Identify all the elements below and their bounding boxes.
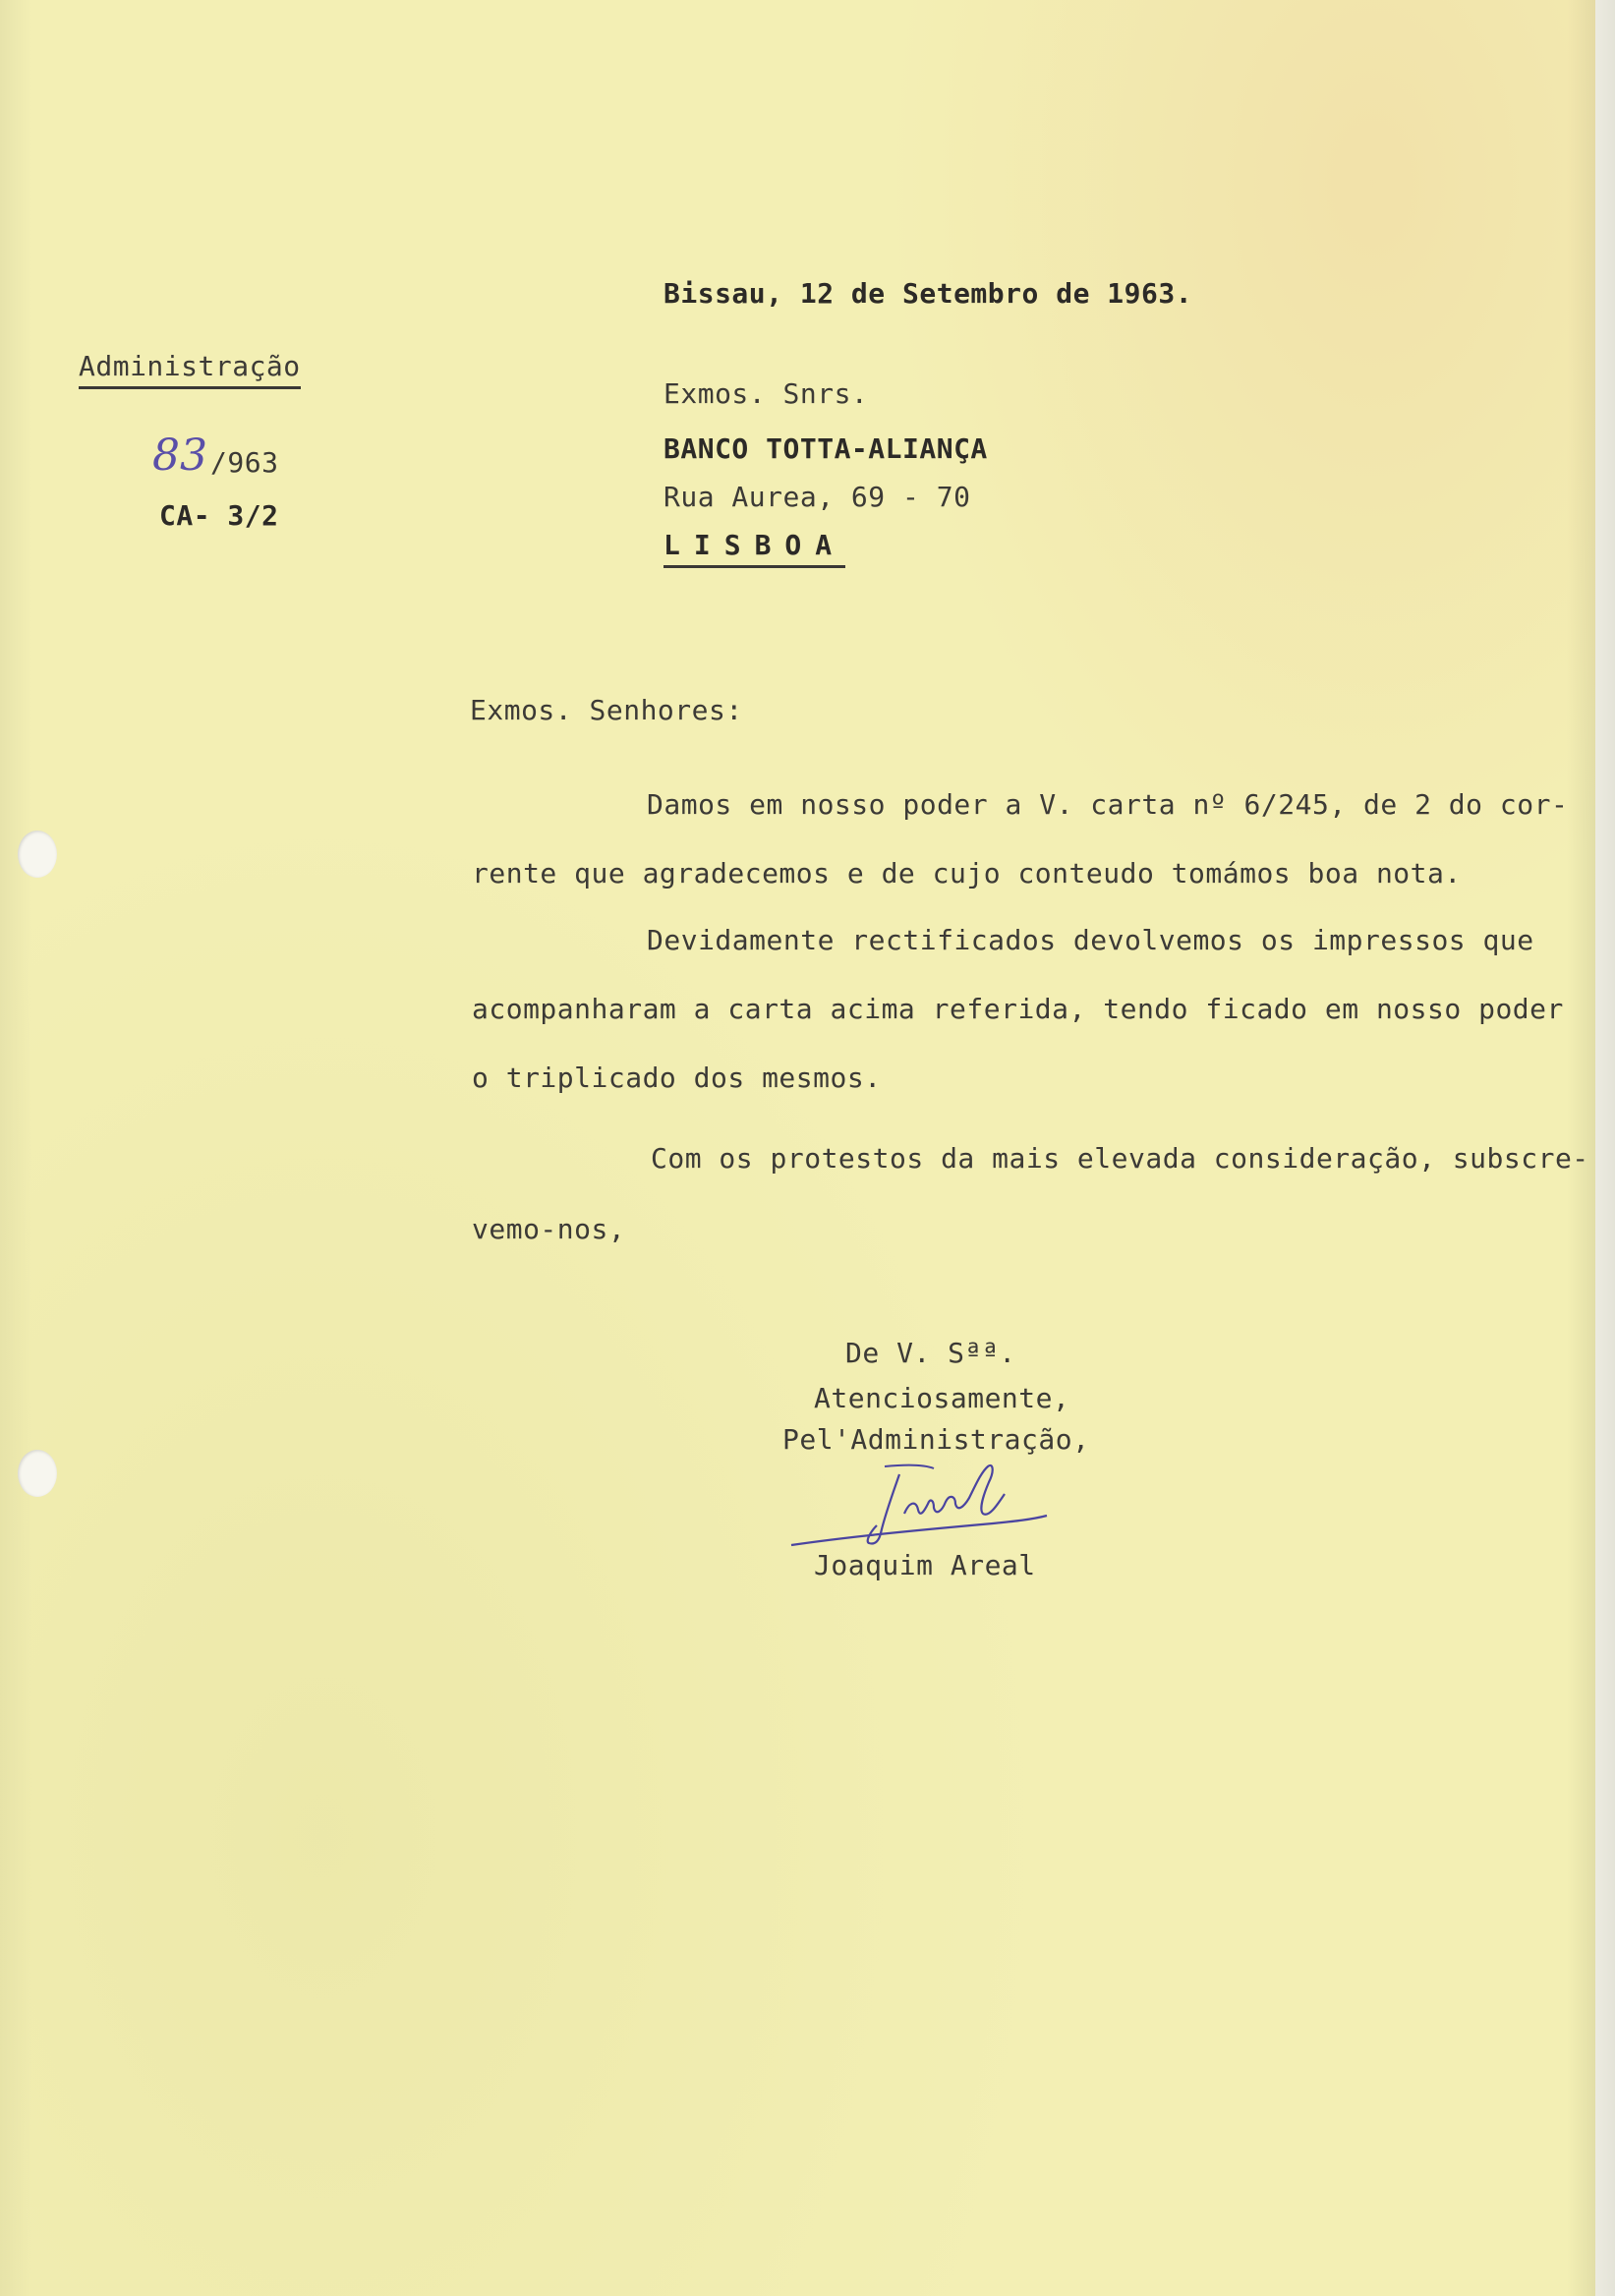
recipient-city: LISBOA bbox=[663, 529, 845, 568]
reference-year: /963 bbox=[210, 446, 279, 479]
recipient-name: BANCO TOTTA-ALIANÇA bbox=[663, 432, 988, 465]
closing-line: De V. Sªª. bbox=[845, 1337, 1016, 1369]
department-label: Administração bbox=[79, 350, 301, 389]
closing-line: Atenciosamente, bbox=[814, 1382, 1070, 1414]
punch-hole-top bbox=[18, 831, 57, 878]
body-line: vemo-nos, bbox=[472, 1213, 626, 1245]
body-line: Com os protestos da mais elevada consideração, subscre- bbox=[651, 1142, 1589, 1175]
recipient-salutation: Exmos. Snrs. bbox=[663, 377, 869, 410]
date-line: Bissau, 12 de Setembro de 1963. bbox=[663, 277, 1193, 310]
signer-name: Joaquim Areal bbox=[814, 1549, 1036, 1581]
handwritten-signature bbox=[786, 1455, 1071, 1563]
closing-line: Pel'Administração, bbox=[782, 1423, 1090, 1456]
body-line: Damos em nosso poder a V. carta nº 6/245, de 2 do cor- bbox=[647, 788, 1569, 821]
punch-hole-bottom bbox=[18, 1450, 57, 1497]
recipient-address: Rua Aurea, 69 - 70 bbox=[663, 481, 971, 513]
body-line: acompanharam a carta acima referida, tendo ficado em nosso poder bbox=[472, 993, 1564, 1025]
reference-code: CA- 3/2 bbox=[159, 499, 279, 532]
greeting: Exmos. Senhores: bbox=[470, 694, 743, 726]
body-line: Devidamente rectificados devolvemos os impressos que bbox=[647, 924, 1534, 956]
body-line: rente que agradecemos e de cujo conteudo tomámos boa nota. bbox=[472, 857, 1462, 890]
paper-edge bbox=[1595, 0, 1615, 2296]
body-line: o triplicado dos mesmos. bbox=[472, 1062, 882, 1094]
reference-number-handwritten: 83 bbox=[152, 430, 207, 481]
